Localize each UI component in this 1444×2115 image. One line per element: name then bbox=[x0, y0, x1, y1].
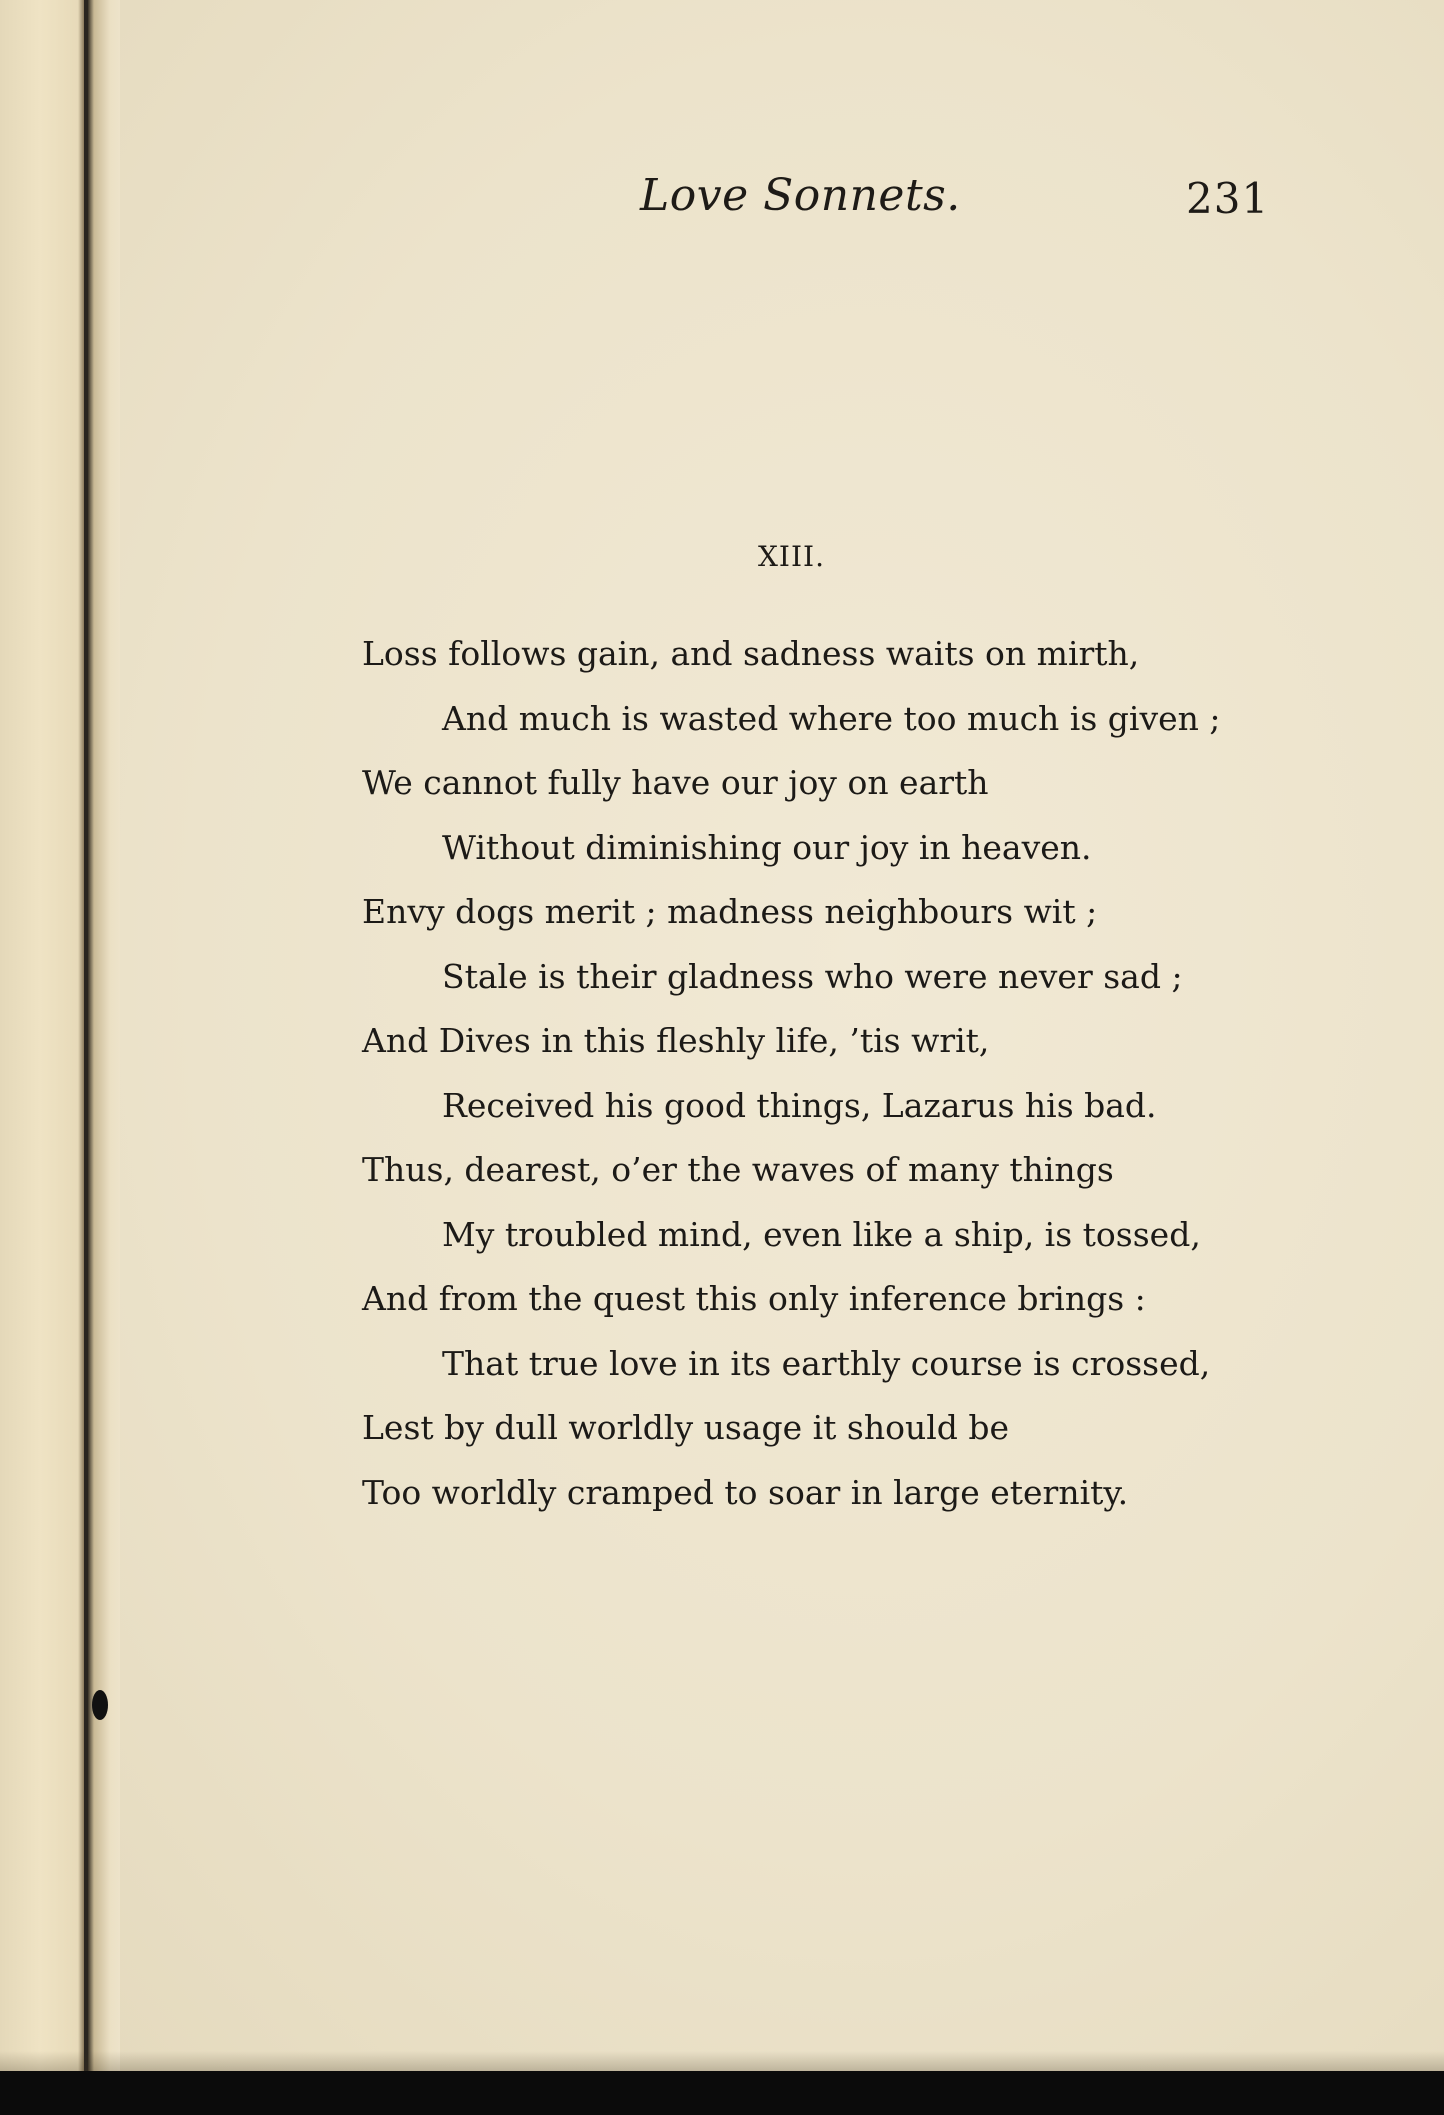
sonnet-number: XIII. bbox=[758, 540, 826, 573]
page-bottom-shadow bbox=[0, 2051, 1444, 2071]
poem-line: Received his good things, Lazarus his bad. bbox=[442, 1085, 1157, 1125]
poem-line: And from the quest this only inference brings : bbox=[362, 1279, 1146, 1318]
poem-line: That true love in its earthly course is crossed, bbox=[442, 1343, 1211, 1383]
binding-line bbox=[84, 0, 88, 2075]
poem-line: Loss follows gain, and sadness waits on mirth, bbox=[362, 634, 1140, 673]
poem-line: Without diminishing our joy in heaven. bbox=[442, 827, 1092, 867]
poem-line: My troubled mind, even like a ship, is tossed, bbox=[442, 1214, 1201, 1254]
binding-mark bbox=[92, 1690, 108, 1720]
poem-line: We cannot fully have our joy on earth bbox=[362, 763, 989, 802]
poem-line: Thus, dearest, o’er the waves of many things bbox=[362, 1150, 1114, 1189]
poem-line: Stale is their gladness who were never sad ; bbox=[442, 956, 1183, 996]
page-number: 231 bbox=[1186, 174, 1270, 223]
poem-line: And much is wasted where too much is given ; bbox=[442, 698, 1221, 738]
scan-bottom-edge bbox=[0, 2071, 1444, 2115]
poem-line: Lest by dull worldly usage it should be bbox=[362, 1408, 1010, 1447]
poem-line: Too worldly cramped to soar in large eternity. bbox=[362, 1472, 1129, 1512]
poem-line: Envy dogs merit ; madness neighbours wit ; bbox=[362, 892, 1098, 931]
running-title: Love Sonnets. bbox=[640, 170, 961, 221]
page-gutter bbox=[0, 0, 120, 2115]
sonnet-body bbox=[362, 622, 1262, 1525]
poem-line: And Dives in this fleshly life, ’tis writ, bbox=[362, 1021, 990, 1060]
